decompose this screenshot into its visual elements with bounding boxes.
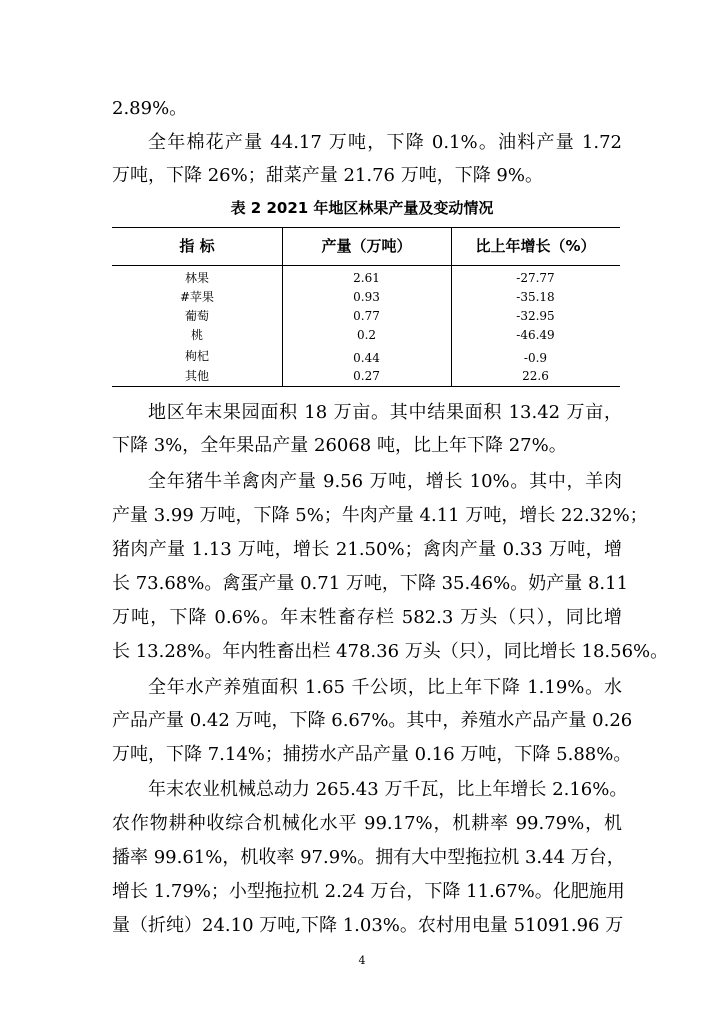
text-line: 万吨，下降 26%；甜菜产量 21.76 万吨，下降 9%。 [112, 165, 543, 186]
table-row-growth: -32.95 [516, 309, 555, 323]
table-row-growth: 22.6 [522, 369, 549, 383]
text-line: 下降 3%，全年果品产量 26068 吨，比上年下降 27%。 [112, 435, 567, 456]
table-top-rule [112, 227, 620, 228]
text-line: 全年猪牛羊禽肉产量 9.56 万吨，增长 10%。其中，羊肉 [148, 471, 622, 492]
table-header-rule [112, 265, 620, 266]
table-row-output: 0.77 [353, 309, 380, 323]
text-line: 猪肉产量 1.13 万吨，增长 21.50%；禽肉产量 0.33 万吨，增 [112, 539, 622, 560]
text-line: 播率 99.61%，机收率 97.9%。拥有大中型拖拉机 3.44 万台， [112, 847, 625, 868]
table-row-growth: -46.49 [516, 328, 555, 342]
table-row-name: #苹果 [179, 290, 215, 304]
text-line: 产品产量 0.42 万吨，下降 6.67%。其中，养殖水产品产量 0.26 [112, 710, 633, 731]
table-row-output: 0.2 [356, 328, 377, 342]
text-line: 农作物耕种收综合机械化水平 99.17%，机耕率 99.79%，机 [112, 813, 622, 834]
text-line: 万吨，下降 7.14%；捕捞水产品产量 0.16 万吨，下降 5.88%。 [112, 744, 632, 765]
table-bottom-rule [112, 386, 620, 387]
header-indicator: 指 标 [179, 237, 215, 255]
table-row-output: 0.27 [353, 369, 380, 383]
text-line: 2.89%。 [112, 98, 188, 119]
text-line: 地区年末果园面积 18 万亩。其中结果面积 13.42 万亩， [148, 402, 622, 423]
text-line: 量（折纯）24.10 万吨,下降 1.03%。农村用电量 51091.96 万 [112, 915, 624, 936]
text-line: 长 73.68%。禽蛋产量 0.71 万吨，下降 35.46%。奶产量 8.11 [112, 573, 629, 594]
table-row-name: 桃 [190, 328, 203, 342]
text-line: 全年棉花产量 44.17 万吨，下降 0.1%。油料产量 1.72 [148, 132, 622, 153]
text-line: 增长 1.79%；小型拖拉机 2.24 万台，下降 11.67%。化肥施用 [112, 881, 625, 902]
text-line: 长 13.28%。年内牲畜出栏 478.36 万头（只），同比增长 18.56%。 [112, 641, 669, 662]
text-line: 全年水产养殖面积 1.65 千公顷，比上年下降 1.19%。水 [148, 677, 622, 698]
table-row-output: 2.61 [353, 271, 380, 285]
text-line: 万吨，下降 0.6%。年末牲畜存栏 582.3 万头（只），同比增 [112, 607, 622, 628]
table-caption: 表 2 2021 年地区林果产量及变动情况 [230, 199, 494, 217]
table-row-name: 林果 [184, 271, 209, 285]
text-line: 产量 3.99 万吨，下降 5%；牛肉产量 4.11 万吨，增长 22.32%； [112, 505, 648, 526]
header-growth: 比上年增长（%） [475, 237, 596, 255]
table-row-growth: -0.9 [523, 351, 548, 365]
table-row-growth: -35.18 [516, 290, 555, 304]
table-row-output: 0.44 [353, 351, 380, 365]
page-number: 4 [358, 954, 366, 967]
table-row-name: 枸杞 [184, 349, 209, 363]
text-line: 年末农业机械总动力 265.43 万千瓦，比上年增长 2.16%。 [148, 779, 628, 800]
forest-fruit-table [112, 227, 620, 387]
table-row-name: 其他 [184, 369, 209, 383]
header-output: 产量（万吨） [321, 237, 412, 255]
table-row-name: 葡萄 [184, 309, 209, 323]
table-row-output: 0.93 [353, 290, 380, 304]
table-row-growth: -27.77 [516, 271, 555, 285]
